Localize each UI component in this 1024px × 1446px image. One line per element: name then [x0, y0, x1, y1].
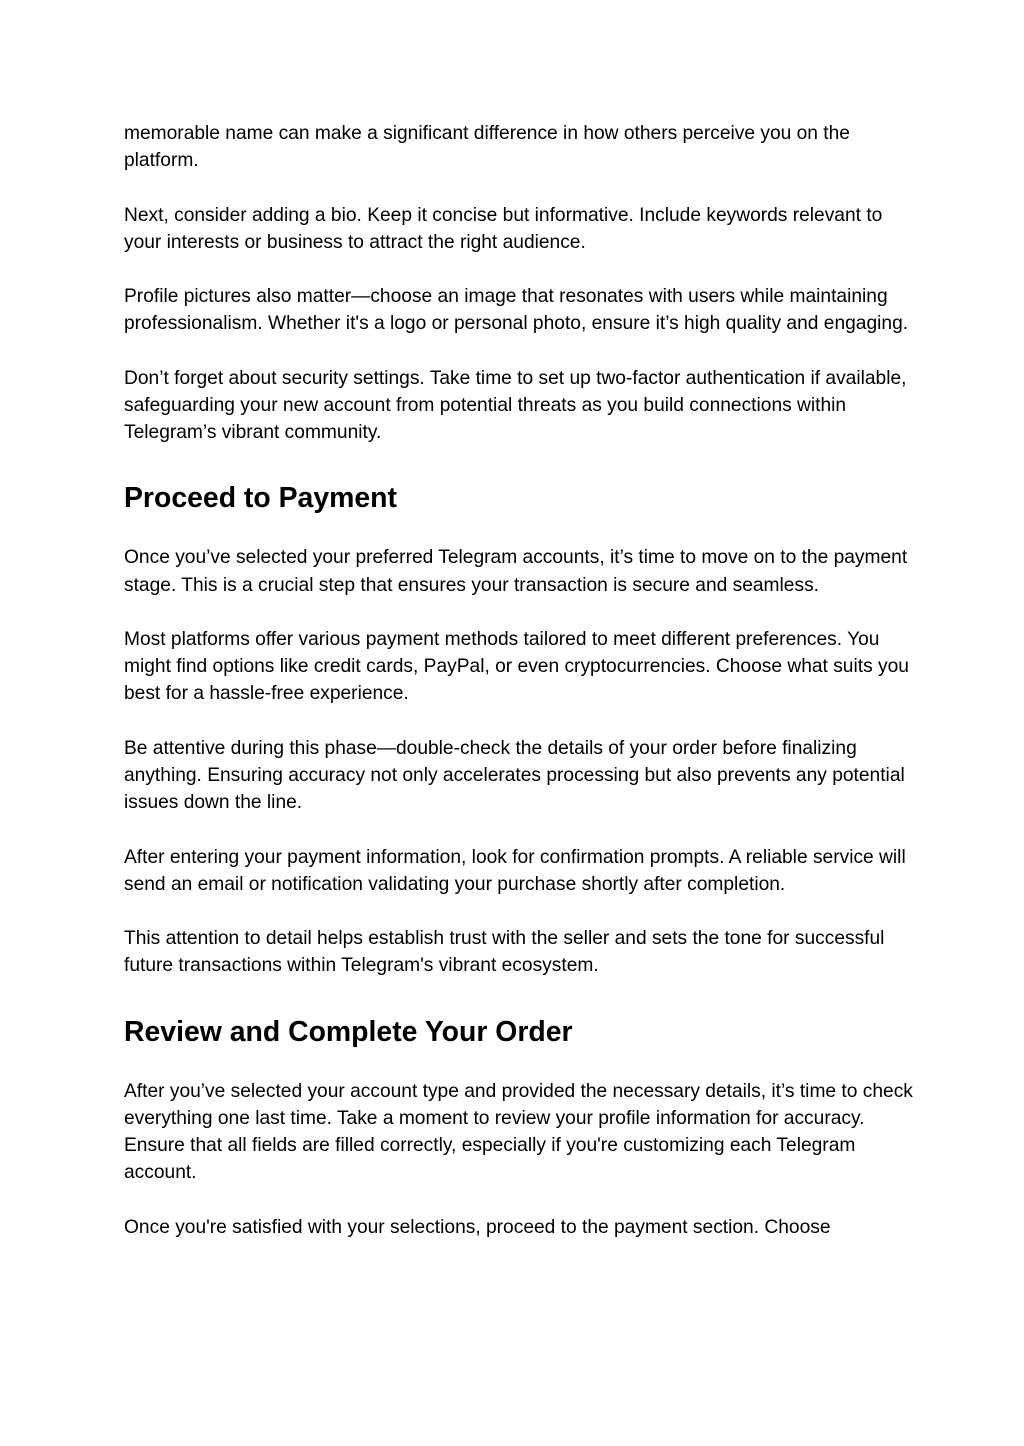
payment-paragraph-3: Be attentive during this phase—double-check the details of your order before finalizing anything. Ensuring accuracy not only accelerates processing but also prevents any potential issues down the line. — [124, 737, 905, 814]
payment-heading: Proceed to Payment — [124, 482, 397, 515]
review-paragraph-2: Once you're satisfied with your selections, proceed to the payment section. Choose — [124, 1216, 831, 1238]
review-heading: Review and Complete Your Order — [124, 1015, 573, 1048]
payment-paragraph-4: After entering your payment information, look for confirmation prompts. A reliable service will send an email or notification validating your purchase shortly after completion. — [124, 846, 906, 895]
intro-paragraph-4: Don’t forget about security settings. Take time to set up two-factor authentication if available, safeguarding your new account from potential threats as you build connections within Telegram’s vibrant community. — [124, 367, 907, 444]
review-section — [124, 1015, 914, 1241]
intro-paragraph-2: Next, consider adding a bio. Keep it concise but informative. Include keywords relevant to your interests or business to attract the right audience. — [124, 204, 883, 253]
intro-paragraph-3: Profile pictures also matter—choose an image that resonates with users while maintaining professionalism. Whether it's a logo or personal photo, ensure it’s high quality and engaging. — [124, 286, 909, 335]
intro-section — [124, 120, 914, 446]
payment-paragraph-2: Most platforms offer various payment methods tailored to meet different preferences. You might find options like credit cards, PayPal, or even cryptocurrencies. Choose what suits you best for a hassle-free experience. — [124, 628, 909, 705]
intro-paragraph-1: memorable name can make a significant difference in how others perceive you on the platform. — [124, 123, 850, 172]
document-page — [124, 120, 914, 1241]
payment-paragraph-1: Once you’ve selected your preferred Telegram accounts, it’s time to move on to the payment stage. This is a crucial step that ensures your transaction is secure and seamless. — [124, 547, 908, 596]
payment-paragraph-5: This attention to detail helps establish trust with the seller and sets the tone for successful future transactions within Telegram's vibrant ecosystem. — [124, 928, 885, 977]
review-paragraph-1: After you’ve selected your account type and provided the necessary details, it’s time to check everything one last time. Take a moment to review your profile information for accuracy. Ensure that all fields are filled correctly, especially if you're customizing each Telegram account. — [124, 1080, 913, 1184]
payment-section — [124, 481, 914, 979]
